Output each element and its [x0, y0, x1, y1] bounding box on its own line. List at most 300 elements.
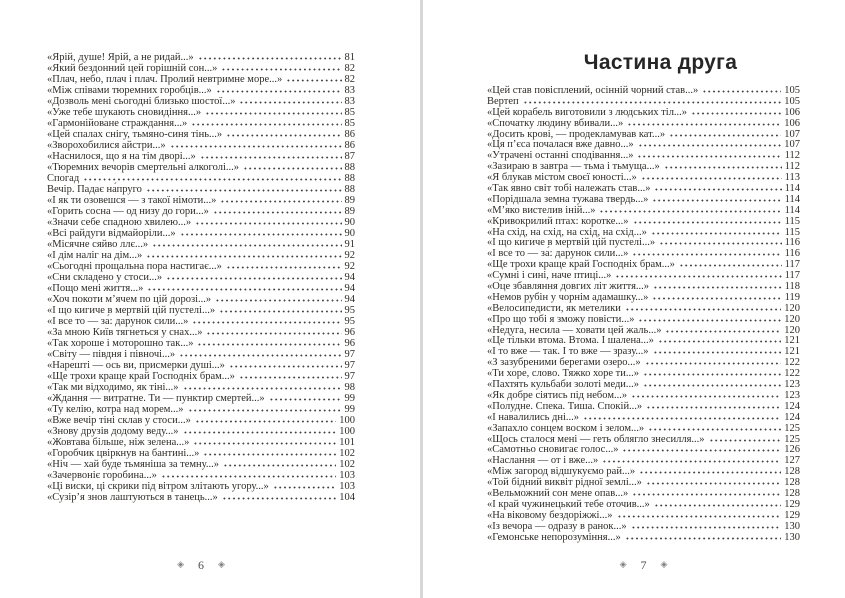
- toc-entry-title: «І що кигиче в мертвій цій пустелі...»: [47, 305, 216, 316]
- toc-entry-title: «Тюремних вечорів смертельні алкоголі...»: [47, 162, 239, 173]
- toc-entry-page: 94: [344, 294, 355, 305]
- toc-entry-page: 105: [784, 85, 800, 96]
- dot-leader: [180, 228, 342, 236]
- toc-entry-title: «Велосипедисти, як метелики: [487, 302, 621, 314]
- toc-entry: [47, 404, 355, 415]
- toc-entry-page: 121: [784, 335, 800, 347]
- toc-entry: [47, 437, 355, 448]
- toc-entry-title: «Це тільки втома. Втома. І шалена...»: [487, 335, 654, 347]
- toc-entry: [47, 96, 355, 107]
- toc-entry-title: «Сьогодні прощальна пора настигає...»: [47, 261, 222, 272]
- toc-entry: [47, 382, 355, 393]
- toc-entry: [487, 248, 800, 259]
- toc-entry-title: Вертеп: [487, 95, 519, 107]
- toc-entry-title: «Пахтять кульбаби золоті меди...»: [487, 379, 640, 391]
- toc-entry-title: «З зазубреними берегами озеро...»: [487, 357, 641, 369]
- dot-leader: [273, 481, 336, 489]
- toc-entry: [47, 118, 355, 129]
- toc-entry-page: 82: [344, 74, 355, 85]
- dot-leader: [188, 404, 342, 412]
- toc-entry: [487, 423, 800, 434]
- toc-entry: [487, 325, 800, 336]
- toc-entry-page: 97: [344, 349, 355, 360]
- dot-leader: [166, 272, 341, 280]
- toc-entry: [487, 303, 800, 314]
- dot-leader: [216, 85, 342, 93]
- toc-entry-page: 91: [344, 239, 355, 250]
- toc-entry: [47, 140, 355, 151]
- toc-entry-page: 129: [784, 509, 800, 521]
- dot-leader: [191, 118, 341, 126]
- toc-entry: [487, 194, 800, 205]
- dot-leader: [691, 107, 781, 115]
- toc-entry-page: 86: [344, 129, 355, 140]
- toc-entry-page: 88: [344, 173, 355, 184]
- toc-entry-title: «Вже вечір тіні склав у стоси...»: [47, 415, 191, 426]
- dot-leader: [625, 303, 781, 311]
- toc-entry-page: 125: [784, 433, 800, 445]
- toc-list-right: [487, 85, 800, 542]
- toc-entry-title: «Запахло сонцем воском і зелом...»: [487, 422, 645, 434]
- toc-entry-page: 116: [784, 237, 800, 249]
- toc-entry-title: «Плач, небо, плач і плач. Пролий невтримне море...»: [47, 74, 283, 85]
- toc-entry-title: «Ще трохи краще край Господніх брам...»: [47, 371, 235, 382]
- toc-entry: [487, 412, 800, 423]
- toc-entry: [47, 349, 355, 360]
- toc-entry: [47, 195, 355, 206]
- toc-entry-title: «Той бідний виквіт рідної землі...»: [487, 477, 642, 489]
- diamond-ornament-icon: ◈: [660, 559, 668, 570]
- dot-leader: [632, 248, 781, 256]
- toc-entry-title: «Так ми відходимо, як тіні...»: [47, 382, 179, 393]
- page-gutter-divider: [420, 0, 423, 598]
- dot-leader: [638, 314, 781, 322]
- toc-entry-page: 88: [344, 162, 355, 173]
- toc-entry-page: 90: [344, 217, 355, 228]
- dot-leader: [243, 162, 342, 170]
- toc-entry-page: 127: [784, 455, 800, 467]
- dot-leader: [197, 338, 341, 346]
- dot-leader: [625, 532, 782, 540]
- dot-leader: [638, 139, 782, 147]
- toc-entry-page: 83: [344, 85, 355, 96]
- toc-entry-title: «І що кигиче в мертвій цій пустелі...»: [487, 237, 656, 249]
- toc-entry-page: 94: [344, 283, 355, 294]
- toc-entry-title: «Кривокрилий птах: коротке...»: [487, 215, 629, 227]
- toc-entry-page: 124: [784, 400, 800, 412]
- toc-entry-title: «Щось сталося мені — геть облягло знесилля...»: [487, 433, 705, 445]
- dot-leader: [147, 283, 341, 291]
- toc-entry-title: «На віковому бездоріжжі...»: [487, 509, 613, 521]
- toc-entry-title: «Місячне сяйво ллє...»: [47, 239, 149, 250]
- toc-entry: [487, 107, 800, 118]
- toc-entry: [47, 63, 355, 74]
- toc-entry-page: 101: [339, 437, 355, 448]
- toc-entry-title: «Сузір’я знов лаштуються в танець...»: [47, 492, 218, 503]
- dot-leader: [627, 118, 781, 126]
- toc-entry-title: «Із вечора — одразу в ранок...»: [487, 520, 627, 532]
- toc-entry: [47, 470, 355, 481]
- dot-leader: [195, 415, 336, 423]
- toc-entry: [487, 183, 800, 194]
- toc-entry-page: 128: [784, 487, 800, 499]
- toc-entry-page: 96: [344, 338, 355, 349]
- toc-entry: [487, 444, 800, 455]
- toc-entry-title: «Сумні і сині, наче птиці...»: [487, 270, 612, 282]
- toc-entry-page: 99: [344, 393, 355, 404]
- dot-leader: [170, 140, 342, 148]
- toc-entry-page: 112: [784, 150, 800, 162]
- toc-entry-title: «Знову друзів додому веду...»: [47, 426, 179, 437]
- toc-entry-title: «Немов рубін у чорнім адамашку...»: [487, 291, 649, 303]
- toc-entry: [47, 206, 355, 217]
- toc-entry: [487, 477, 800, 488]
- dot-leader: [648, 423, 781, 431]
- dot-leader: [198, 52, 342, 60]
- toc-entry-page: 106: [784, 106, 800, 118]
- toc-entry-page: 102: [339, 459, 355, 470]
- toc-entry-title: «Ту келію, котра над морем...»: [47, 404, 184, 415]
- toc-list-left: [47, 52, 355, 503]
- dot-leader: [631, 390, 781, 398]
- toc-entry: [487, 346, 800, 357]
- dot-leader: [239, 371, 342, 379]
- toc-entry-title: «Пощо мені життя...»: [47, 283, 144, 294]
- toc-entry-page: 104: [339, 492, 355, 503]
- toc-entry: [487, 357, 800, 368]
- toc-entry-title: «На схід, на схід, на схід, на схід...»: [487, 226, 647, 238]
- dot-leader: [229, 360, 342, 368]
- toc-entry-page: 85: [344, 107, 355, 118]
- dot-leader: [646, 477, 781, 485]
- dot-leader: [161, 470, 336, 478]
- toc-entry: [487, 227, 800, 238]
- toc-entry: [487, 85, 800, 96]
- toc-entry-page: 99: [344, 404, 355, 415]
- toc-entry-title: «Значи себе спадною хвилею...»: [47, 217, 192, 228]
- toc-entry-title: Вечір. Падає на́пруго: [47, 184, 142, 195]
- dot-leader: [146, 250, 341, 258]
- dot-leader: [643, 368, 781, 376]
- dot-leader: [183, 426, 337, 434]
- toc-entry-page: 122: [784, 368, 800, 380]
- diamond-ornament-icon: ◈: [619, 559, 627, 570]
- toc-entry: [487, 455, 800, 466]
- toc-entry-title: «Ці виски, ці скрики під вітром злітають угору...»: [47, 481, 269, 492]
- dot-leader: [669, 129, 781, 137]
- toc-entry-page: 87: [344, 151, 355, 162]
- toc-entry-title: «І навалились дні...»: [487, 411, 580, 423]
- dot-leader: [633, 216, 782, 224]
- toc-entry-title: «І все то — за́: дарунок сили...»: [487, 248, 629, 260]
- toc-entry: [47, 184, 355, 195]
- toc-entry-title: «Зворохобилися айстри...»: [47, 140, 166, 151]
- toc-entry: [487, 205, 800, 216]
- toc-entry-title: «Вельможний сон мене опав...»: [487, 487, 629, 499]
- toc-entry-page: 113: [784, 172, 800, 184]
- dot-leader: [221, 63, 341, 71]
- dot-leader: [654, 183, 781, 191]
- toc-entry: [47, 338, 355, 349]
- toc-entry: [47, 393, 355, 404]
- toc-entry-title: «Жовтава більше, ніж зелена...»: [47, 437, 190, 448]
- toc-entry-title: «Всі райдуги відмайоріли...»: [47, 228, 176, 239]
- toc-entry-title: «Я блукав містом своєї юності...»: [487, 172, 637, 184]
- dot-leader: [643, 379, 781, 387]
- toc-entry-page: 85: [344, 118, 355, 129]
- dot-leader: [652, 292, 781, 300]
- toc-entry: [487, 521, 800, 532]
- left-page: [47, 52, 355, 503]
- toc-entry-page: 114: [784, 204, 800, 216]
- toc-entry: [47, 250, 355, 261]
- toc-entry-title: «Цей спалах снігу, тьмяно-синя тінь...»: [47, 129, 223, 140]
- dot-leader: [179, 349, 341, 357]
- toc-entry-title: «Про що тобі я зможу повісти...»: [487, 313, 635, 325]
- dot-leader: [523, 96, 782, 104]
- toc-entry: [47, 228, 355, 239]
- toc-entry-page: 128: [784, 477, 800, 489]
- toc-entry: [487, 129, 800, 140]
- toc-entry-page: 115: [784, 215, 800, 227]
- dot-leader: [206, 327, 341, 335]
- right-page: [487, 52, 800, 542]
- toc-entry-title: «І то вже — так. І то вже — зразу...»: [487, 346, 649, 358]
- toc-entry: [487, 118, 800, 129]
- toc-entry-title: «Ця п’єса почалася вже давно...»: [487, 139, 634, 151]
- toc-entry-title: «Наслання — от і вже...»: [487, 455, 599, 467]
- dot-leader: [659, 237, 782, 245]
- toc-entry-page: 97: [344, 360, 355, 371]
- toc-entry-page: 96: [344, 327, 355, 338]
- dot-leader: [645, 357, 782, 365]
- toc-entry-page: 120: [784, 313, 800, 325]
- toc-entry-page: 106: [784, 117, 800, 129]
- toc-entry-title: «Оце збавляння довгих літ життя...»: [487, 281, 650, 293]
- toc-entry-title: «Зачервоніє горобина...»: [47, 470, 157, 481]
- toc-entry-page: 103: [339, 481, 355, 492]
- toc-entry-page: 95: [344, 316, 355, 327]
- toc-entry-page: 83: [344, 96, 355, 107]
- toc-entry-page: 120: [784, 302, 800, 314]
- toc-entry: [47, 426, 355, 437]
- toc-entry: [47, 459, 355, 470]
- dot-leader: [637, 150, 781, 158]
- dot-leader: [622, 444, 781, 452]
- toc-entry: [47, 371, 355, 382]
- toc-entry-page: 100: [339, 426, 355, 437]
- toc-entry-title: «Хоч покоти м’ячем по цій дорозі...»: [47, 294, 212, 305]
- toc-entry-title: «Ждання — витратне. Ти — пунктир смертей...»: [47, 393, 265, 404]
- toc-entry-title: «Спочатку людину вбивали...»: [487, 117, 624, 129]
- toc-entry: [487, 172, 800, 183]
- dot-leader: [183, 382, 342, 390]
- toc-entry: [47, 74, 355, 85]
- toc-entry-title: «І все то — за́: дарунок сили...»: [47, 316, 189, 327]
- toc-entry-page: 86: [344, 140, 355, 151]
- dot-leader: [213, 206, 342, 214]
- dot-leader: [83, 173, 341, 181]
- dot-leader: [702, 85, 781, 93]
- dot-leader: [653, 281, 782, 289]
- toc-entry-title: «М’яко вистелив іній...»: [487, 204, 596, 216]
- toc-entry: [487, 368, 800, 379]
- toc-entry-page: 92: [344, 261, 355, 272]
- toc-entry-page: 103: [339, 470, 355, 481]
- toc-entry-page: 105: [784, 95, 800, 107]
- toc-entry: [487, 270, 800, 281]
- toc-entry-title: «Як добре сіятись під небом...»: [487, 389, 628, 401]
- toc-entry-title: «Недуга, несила — ховати цей жаль...»: [487, 324, 662, 336]
- toc-entry-page: 102: [339, 448, 355, 459]
- dot-leader: [152, 239, 341, 247]
- dot-leader: [203, 448, 336, 456]
- toc-entry-title: «Уже тебе шукають сновидіння...»: [47, 107, 202, 118]
- toc-entry-page: 128: [784, 466, 800, 478]
- left-page-footer: [47, 557, 355, 573]
- dot-leader: [679, 259, 782, 267]
- toc-entry-page: 100: [339, 415, 355, 426]
- toc-entry: [47, 492, 355, 503]
- toc-entry: [487, 150, 800, 161]
- toc-entry-page: 92: [344, 250, 355, 261]
- toc-entry-title: «І дім наліг на дім...»: [47, 250, 143, 261]
- toc-entry: [47, 415, 355, 426]
- toc-entry-page: 117: [784, 259, 800, 271]
- toc-entry: [47, 217, 355, 228]
- dot-leader: [146, 184, 342, 192]
- toc-entry-page: 89: [344, 206, 355, 217]
- dot-leader: [641, 172, 782, 180]
- toc-entry: [47, 481, 355, 492]
- toc-entry: [487, 161, 800, 172]
- toc-entry: [487, 379, 800, 390]
- toc-entry-title: «Так явно світ тобі належать став...»: [487, 183, 651, 195]
- dot-leader: [665, 325, 781, 333]
- toc-entry: [487, 434, 800, 445]
- toc-entry-title: «Ще трохи краще край Господніх брам...»: [487, 259, 675, 271]
- toc-entry: [47, 283, 355, 294]
- toc-entry: [487, 216, 800, 227]
- dot-leader: [653, 346, 782, 354]
- toc-entry: [487, 335, 800, 346]
- toc-entry-page: 119: [784, 291, 800, 303]
- toc-entry-page: 112: [784, 161, 800, 173]
- toc-entry-title: «Наснилося, що я на тім дворі...»: [47, 151, 196, 162]
- toc-entry-page: 88: [344, 184, 355, 195]
- right-page-footer: [487, 557, 800, 573]
- toc-entry: [487, 466, 800, 477]
- toc-entry: [47, 261, 355, 272]
- dot-leader: [599, 205, 781, 213]
- toc-entry: [487, 488, 800, 499]
- toc-entry-title: «Цей став повісплений, осінній чорний став...»: [487, 85, 699, 96]
- toc-entry-page: 98: [344, 382, 355, 393]
- toc-entry: [487, 510, 800, 521]
- toc-entry-page: 117: [784, 270, 800, 282]
- toc-entry: [487, 139, 800, 150]
- toc-entry-title: «Горобчик цвіркнув на бантині...»: [47, 448, 200, 459]
- toc-entry: [47, 327, 355, 338]
- toc-entry: [47, 448, 355, 459]
- dot-leader: [652, 194, 781, 202]
- folio-page-number: 6: [198, 558, 204, 572]
- toc-entry-page: 121: [784, 346, 800, 358]
- toc-entry-page: 116: [784, 248, 800, 260]
- dot-leader: [239, 96, 341, 104]
- toc-entry-page: 125: [784, 422, 800, 434]
- dot-leader: [651, 227, 782, 235]
- toc-entry: [487, 499, 800, 510]
- dot-leader: [664, 161, 782, 169]
- dot-leader: [192, 316, 341, 324]
- toc-entry: [487, 314, 800, 325]
- toc-entry-title: «Гемонське непорозуміння...»: [487, 531, 621, 543]
- toc-entry-page: 120: [784, 324, 800, 336]
- toc-entry-page: 90: [344, 228, 355, 239]
- toc-entry: [487, 237, 800, 248]
- toc-entry-page: 130: [784, 531, 800, 543]
- toc-entry: [487, 259, 800, 270]
- dot-leader: [286, 74, 341, 82]
- toc-entry-title: «Цей корабель виготовили з людських тіл...»: [487, 106, 688, 118]
- toc-entry: [487, 532, 800, 543]
- dot-leader: [639, 466, 781, 474]
- dot-leader: [646, 401, 781, 409]
- dot-leader: [193, 437, 336, 445]
- toc-entry: [487, 292, 800, 303]
- toc-entry: [47, 162, 355, 173]
- dot-leader: [205, 107, 341, 115]
- toc-entry-title: «Сни складено у стоси...»: [47, 272, 163, 283]
- toc-entry: [47, 239, 355, 250]
- toc-entry-page: 123: [784, 389, 800, 401]
- toc-entry-title: «Досить крові, — продекламував кат...»: [487, 128, 666, 140]
- dot-leader: [226, 129, 341, 137]
- toc-entry: [47, 173, 355, 184]
- toc-entry-title: «Горить сосна — од низу до гори...»: [47, 206, 209, 217]
- toc-entry-page: 114: [784, 183, 800, 195]
- toc-entry-page: 118: [784, 281, 800, 293]
- toc-entry-page: 115: [784, 226, 800, 238]
- section-heading: Частина друга: [583, 51, 738, 74]
- toc-entry: [47, 85, 355, 96]
- diamond-ornament-icon: ◈: [177, 559, 184, 570]
- toc-entry: [487, 401, 800, 412]
- dot-leader: [602, 455, 781, 463]
- toc-entry-page: 123: [784, 379, 800, 391]
- toc-entry-page: 97: [344, 371, 355, 382]
- toc-entry-page: 114: [784, 193, 800, 205]
- dot-leader: [195, 217, 341, 225]
- dot-leader: [219, 305, 341, 313]
- dot-leader: [215, 294, 341, 302]
- toc-entry-page: 129: [784, 498, 800, 510]
- toc-entry-title: «Між загород відшукуємо рай...»: [487, 466, 636, 478]
- dot-leader: [583, 412, 781, 420]
- toc-entry: [47, 129, 355, 140]
- toc-entry-title: «Дозволь мені сьогодні близько шостої...»: [47, 96, 236, 107]
- toc-entry-page: 81: [344, 52, 355, 63]
- dot-leader: [222, 492, 336, 500]
- toc-entry-page: 107: [784, 128, 800, 140]
- dot-leader: [220, 195, 341, 203]
- toc-entry: [47, 52, 355, 63]
- diamond-ornament-icon: ◈: [218, 559, 225, 570]
- toc-entry-title: «Ніч — хай буде тьмяніша за темну...»: [47, 459, 219, 470]
- toc-entry-title: «Самотньо сновигає голос...»: [487, 444, 619, 456]
- toc-entry: [487, 390, 800, 401]
